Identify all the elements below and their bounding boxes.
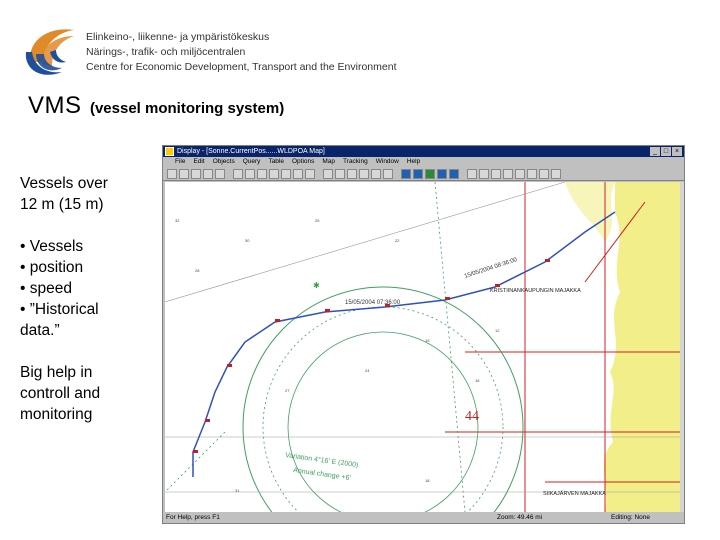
footer-line: monitoring <box>20 406 93 423</box>
window-titlebar[interactable] <box>163 146 684 157</box>
map-scrollbar[interactable] <box>680 182 684 512</box>
minimize-button[interactable]: _ <box>650 147 660 156</box>
menu-help[interactable]: Help <box>406 158 421 165</box>
line-icon[interactable] <box>437 169 447 179</box>
track-label: 15/05/2004 07:36:00 <box>345 300 401 306</box>
land-area <box>604 182 682 512</box>
menu-options[interactable]: Options <box>291 158 315 165</box>
ellipse-tool-icon[interactable] <box>515 169 525 179</box>
polygon-select-icon[interactable] <box>347 169 357 179</box>
title-sub: (vessel monitoring system) <box>89 100 285 117</box>
svg-text:18: 18 <box>425 478 430 483</box>
arc-tool-icon[interactable] <box>479 169 489 179</box>
svg-text:12: 12 <box>495 328 500 333</box>
menu-bar <box>163 157 684 167</box>
info-icon[interactable] <box>293 169 303 179</box>
close-button[interactable]: × <box>672 147 682 156</box>
bullet-item: data.” <box>20 322 60 339</box>
symbol-icon[interactable] <box>413 169 423 179</box>
track-label: 15/05/2004 08:36:00 <box>463 257 518 280</box>
menu-map[interactable]: Map <box>322 158 336 165</box>
org-line-english: Centre for Economic Development, Transport and the Environment <box>86 61 397 73</box>
footer-line: controll and <box>20 385 101 402</box>
label-icon[interactable] <box>305 169 315 179</box>
left-text-block <box>20 173 155 425</box>
nautical-map-view[interactable] <box>165 182 682 512</box>
crosshair-icon[interactable] <box>245 169 255 179</box>
land-area-north <box>565 182 615 242</box>
help-icon[interactable] <box>215 169 225 179</box>
zoom-in-icon[interactable] <box>257 169 267 179</box>
pan-icon[interactable] <box>281 169 291 179</box>
open-icon[interactable] <box>191 169 201 179</box>
bullet-item: • Vessels <box>20 238 84 255</box>
org-line-finnish: Elinkeino-, liikenne- ja ympäristökeskus <box>86 31 270 43</box>
status-help: For Help, press F1 <box>166 514 220 521</box>
title-main: VMS <box>28 92 82 119</box>
heading-line: Vessels over <box>20 175 108 192</box>
new-icon[interactable] <box>179 169 189 179</box>
window-title: Display - [Sonne.CurrentPos......WLDPOA Map] <box>177 148 325 155</box>
status-zoom: Zoom: 49.46 mi <box>497 514 543 521</box>
zoom-out-icon[interactable] <box>269 169 279 179</box>
footer-line: Big help in <box>20 364 93 381</box>
reshape-tool-icon[interactable] <box>527 169 537 179</box>
slide-title <box>28 92 284 120</box>
menu-window[interactable]: Window <box>375 158 399 165</box>
app-icon <box>165 147 174 156</box>
place-label: KRISTIINANKAUPUNGIN MAJAKKA <box>490 288 581 294</box>
star-marker: ✱ <box>313 281 320 290</box>
pointer-icon[interactable] <box>233 169 243 179</box>
menu-edit[interactable]: Edit <box>193 158 205 165</box>
menu-table[interactable]: Table <box>268 158 284 165</box>
toolbar <box>163 167 684 181</box>
org-line-swedish: Närings-, trafik- och miljöcentralen <box>86 46 246 58</box>
polygon-icon[interactable] <box>449 169 459 179</box>
select-icon[interactable] <box>323 169 333 179</box>
annual-change-label: Annual change +6' <box>292 467 352 483</box>
boundary-select-icon[interactable] <box>359 169 369 179</box>
svg-text:27: 27 <box>285 388 290 393</box>
status-bar <box>163 512 684 523</box>
svg-text:31: 31 <box>235 488 240 493</box>
menu-objects[interactable]: Objects <box>212 158 235 165</box>
graph-icon[interactable] <box>383 169 393 179</box>
heading-line: 12 m (15 m) <box>20 196 104 213</box>
bullet-item: • ”Historical <box>20 301 99 318</box>
chart-number-label: 44 <box>465 409 479 424</box>
unselect-icon[interactable] <box>371 169 381 179</box>
clear-tool-icon[interactable] <box>551 169 561 179</box>
menu-query[interactable]: Query <box>242 158 261 165</box>
svg-text:25: 25 <box>315 218 320 223</box>
shape-tool-icon[interactable] <box>491 169 501 179</box>
radius-select-icon[interactable] <box>335 169 345 179</box>
rectangle-tool-icon[interactable] <box>503 169 513 179</box>
node-tool-icon[interactable] <box>539 169 549 179</box>
svg-text:30: 30 <box>245 238 250 243</box>
bullet-item: • speed <box>20 280 72 297</box>
svg-text:16: 16 <box>475 378 480 383</box>
svg-text:19: 19 <box>425 338 430 343</box>
text-tool-icon[interactable] <box>467 169 477 179</box>
bullet-item: • position <box>20 259 84 276</box>
maximize-button[interactable]: □ <box>661 147 671 156</box>
menu-tracking[interactable]: Tracking <box>343 158 368 165</box>
depth-soundings <box>175 218 500 493</box>
svg-text:22: 22 <box>395 238 400 243</box>
gis-application-window <box>162 145 685 524</box>
status-editing: Editing: None <box>611 514 651 521</box>
track-icon[interactable] <box>425 169 435 179</box>
save-icon[interactable] <box>167 169 177 179</box>
organization-name <box>86 30 397 75</box>
variation-label: Variation 4°16' E (2000) <box>284 452 359 470</box>
nautical-chart <box>165 182 682 512</box>
svg-text:28: 28 <box>195 268 200 273</box>
svg-text:32: 32 <box>175 218 180 223</box>
organization-logo <box>22 22 78 78</box>
place-label: SIIKAJÄRVEN MAJAKKA <box>543 491 606 497</box>
layer-control-icon[interactable] <box>401 169 411 179</box>
menu-file[interactable]: File <box>175 158 186 165</box>
print-icon[interactable] <box>203 169 213 179</box>
svg-text:24: 24 <box>365 368 370 373</box>
